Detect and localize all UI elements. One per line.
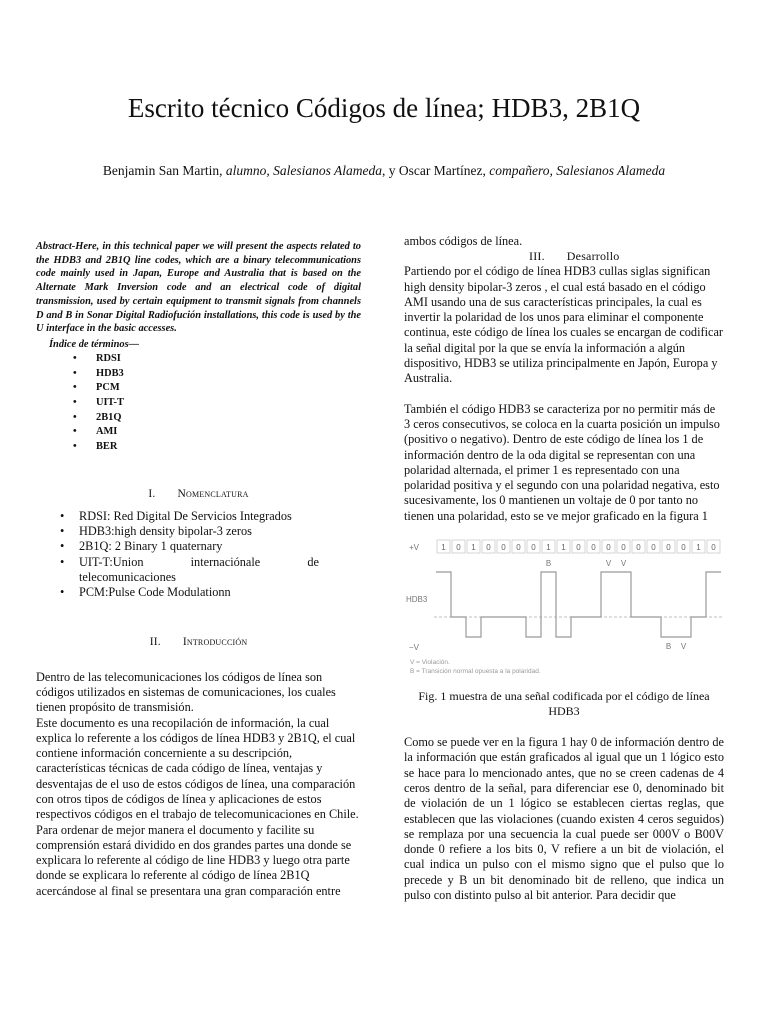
bit-value: 1	[561, 543, 566, 553]
bit-value: 0	[711, 543, 716, 553]
index-term: • 2B1Q	[73, 411, 361, 426]
bit-value: 0	[651, 543, 656, 553]
bit-value: 1	[441, 543, 446, 553]
index-terms-list	[36, 352, 361, 455]
author-1-role: alumno, Salesianos Alameda	[225, 163, 383, 178]
intro-paragraph: Este documento es una recopilación de información, la cual explica lo referente a los códigos de línea HDB3 y 2B1Q, el cual contiene información concerniente a su descripción, características técnicas de cada código de línea, ventajas y desventajas de el uso de estos códigos de línea, una comparación con otros tipos de códigos de línea y aplicaciones de estos respectivos códigos en el trabajo de telecomunicaciones en Chile.	[36, 715, 359, 822]
bit-boxes	[437, 540, 720, 553]
intro-paragraph: Para ordenar de mejor manera el documento y facilite su comprensión estará dividido en dos grandes partes una donde se explicara lo referente al código de line HDB3 y luego otra parte donde se explicara lo referente al código de línea 2B1Q acercándose al final se presentara una gran comparación entre	[36, 822, 352, 898]
uit-line2: telecomunicaciones	[79, 570, 176, 585]
hdb3-label: HDB3	[406, 595, 428, 605]
hdb3-figure	[404, 532, 724, 682]
bit-value: 0	[501, 543, 506, 553]
annotation-mark: V	[605, 559, 612, 569]
bit-value: 0	[666, 543, 671, 553]
section-title: Nomenclatura	[177, 487, 249, 500]
annotation-mark: V	[680, 642, 687, 652]
annotation-mark: B	[545, 559, 552, 569]
signal-waveform	[436, 572, 721, 637]
index-term: • HDB3	[73, 367, 361, 382]
nomenclature-item: • PCM:Pulse Code Modulationn	[60, 585, 361, 600]
figure-legend-violation: V = Violación.	[410, 659, 450, 667]
continuation-text: ambos códigos de línea.	[404, 234, 523, 248]
bit-value: 0	[531, 543, 536, 553]
hdb3-waveform	[404, 532, 724, 682]
intro-paragraph: Dentro de las telecomunicaciones los códigos de línea son códigos utilizados en sistemas de comunicaciones, los cuales tienen propósito de transmisión.	[36, 669, 336, 715]
paper-title: Escrito técnico Códigos de línea; HDB3, 2B1Q	[127, 93, 641, 123]
author-separator: , y	[382, 163, 396, 178]
figure-legend-transition: B = Transición normal opuesta a la polaridad.	[410, 668, 541, 676]
abstract: Abstract-Here, in this technical paper we will present the aspects related to the HDB3 and 2B1Q line codes, which are a binary telecommunications code mainly used in Japan, Europe and Australia that is based on the Alternate Mark Inversion code and an electrical code of digital transmission, used by certain equipment to transmit signals from channels D and B in Sonar Digital Radiofución installations, this code is used by the U interface in the basic accesses.	[36, 241, 361, 335]
nomenclature-list	[36, 509, 361, 601]
bit-value: 0	[456, 543, 461, 553]
plus-v-label: +V	[409, 543, 420, 553]
bit-value: 1	[546, 543, 551, 553]
bit-value: 0	[516, 543, 521, 553]
section-title: Desarrollo	[566, 249, 620, 264]
body-paragraph: También el código HDB3 se caracteriza por no permitir más de 3 ceros consecutivos, se coloca en la cuarta posición un impulso (positivo o negativo). Dentro de este código de línea los 1 de información dentro de la oda digital se representan con una polaridad alternada, el primer 1 es representado con una polaridad positiva y el segundo con una polaridad negativa, esto sucesivamente, los 0 mantienen un voltaje de 0 por tanto no tienen una polaridad, esto se ve mejor graficado en la figura 1	[404, 401, 720, 523]
bit-value: 0	[606, 543, 611, 553]
bit-value: 1	[471, 543, 476, 553]
body-paragraph: Partiendo por el código de línea HDB3 cullas siglas significan high density bipolar-3 zeros , el cual está basado en el código AMI usando una de sus características principales, la cual es invertir la polaridad de los unos para eliminar el componente continua, este código de línea los cuales se encargan de codificar la señal digital por la que se envía la información a algún dispositivo, HDB3 se utiliza principalmente en Japón, Europa y Australia.	[404, 264, 724, 386]
index-term: • AMI	[73, 425, 361, 440]
bit-value: 1	[696, 543, 701, 553]
nomenclature-item: • 2B1Q: 2 Binary 1 quaternary	[60, 539, 361, 554]
bit-value: 0	[576, 543, 581, 553]
uit-part: • UIT-T:Union	[79, 554, 144, 569]
author-2-name: Oscar Martínez,	[398, 163, 486, 178]
bit-value: 0	[636, 543, 641, 553]
index-term: • UIT-T	[73, 396, 361, 411]
uit-part: de	[307, 554, 319, 569]
bit-value: 0	[591, 543, 596, 553]
section-heading-desarrollo	[404, 249, 724, 264]
index-term: • PCM	[73, 381, 361, 396]
section-number: II.	[149, 635, 161, 648]
section-heading-introduccion	[36, 636, 361, 648]
minus-v-label: −V	[409, 643, 420, 653]
nomenclature-item-uit	[60, 555, 361, 586]
author-2-role: compañero, Salesianos Alameda	[489, 163, 666, 178]
right-column	[404, 234, 724, 903]
section-number: I.	[148, 487, 156, 500]
section-number: III.	[529, 249, 545, 264]
index-terms-heading: Índice de términos—	[49, 338, 140, 350]
left-column	[36, 240, 361, 899]
nomenclature-item: • RDSI: Red Digital De Servicios Integrados	[60, 509, 361, 524]
section-title: Introducción	[182, 635, 248, 648]
authors	[100, 162, 668, 179]
bit-value: 0	[681, 543, 686, 553]
annotation-mark: V	[620, 559, 627, 569]
body-paragraph: Como se puede ver en la figura 1 hay 0 de información dentro de la información que están graficados al igual que un 1 lógico esto se hace para lo mencionado antes, que no se creen cadenas de 4 ceros dentro de la señal, para diferenciar ese 0, denominado bit de violación de un 1 lógico se establecen ciertas reglas, que establecen que las violaciones (cuando existen 4 ceros seguidos) se remplaza por una secuencia la cual puede ser 000V o B00V donde 0 refiere a los bits 0, V refiere a un bit de violación, el cual indica un pulso con el mismo signo que el pulso que lo precede y B un bit denominado bit de relleno, que indica un pulso con distinto pulso al bit anterior. Para decidir que	[404, 735, 724, 903]
bit-value: 0	[486, 543, 491, 553]
figure-caption: Fig. 1 muestra de una señal codificada por el código de línea HDB3	[418, 689, 710, 719]
author-1-name: Benjamin San Martin,	[102, 163, 223, 178]
index-term: • RDSI	[73, 352, 361, 367]
uit-part: internaciónale	[190, 554, 261, 569]
section-heading-nomenclatura	[36, 488, 361, 500]
annotation-mark: B	[665, 642, 672, 652]
index-term: • BER	[73, 440, 361, 455]
nomenclature-item: • HDB3:high density bipolar-3 zeros	[60, 524, 361, 539]
bit-value: 0	[621, 543, 626, 553]
